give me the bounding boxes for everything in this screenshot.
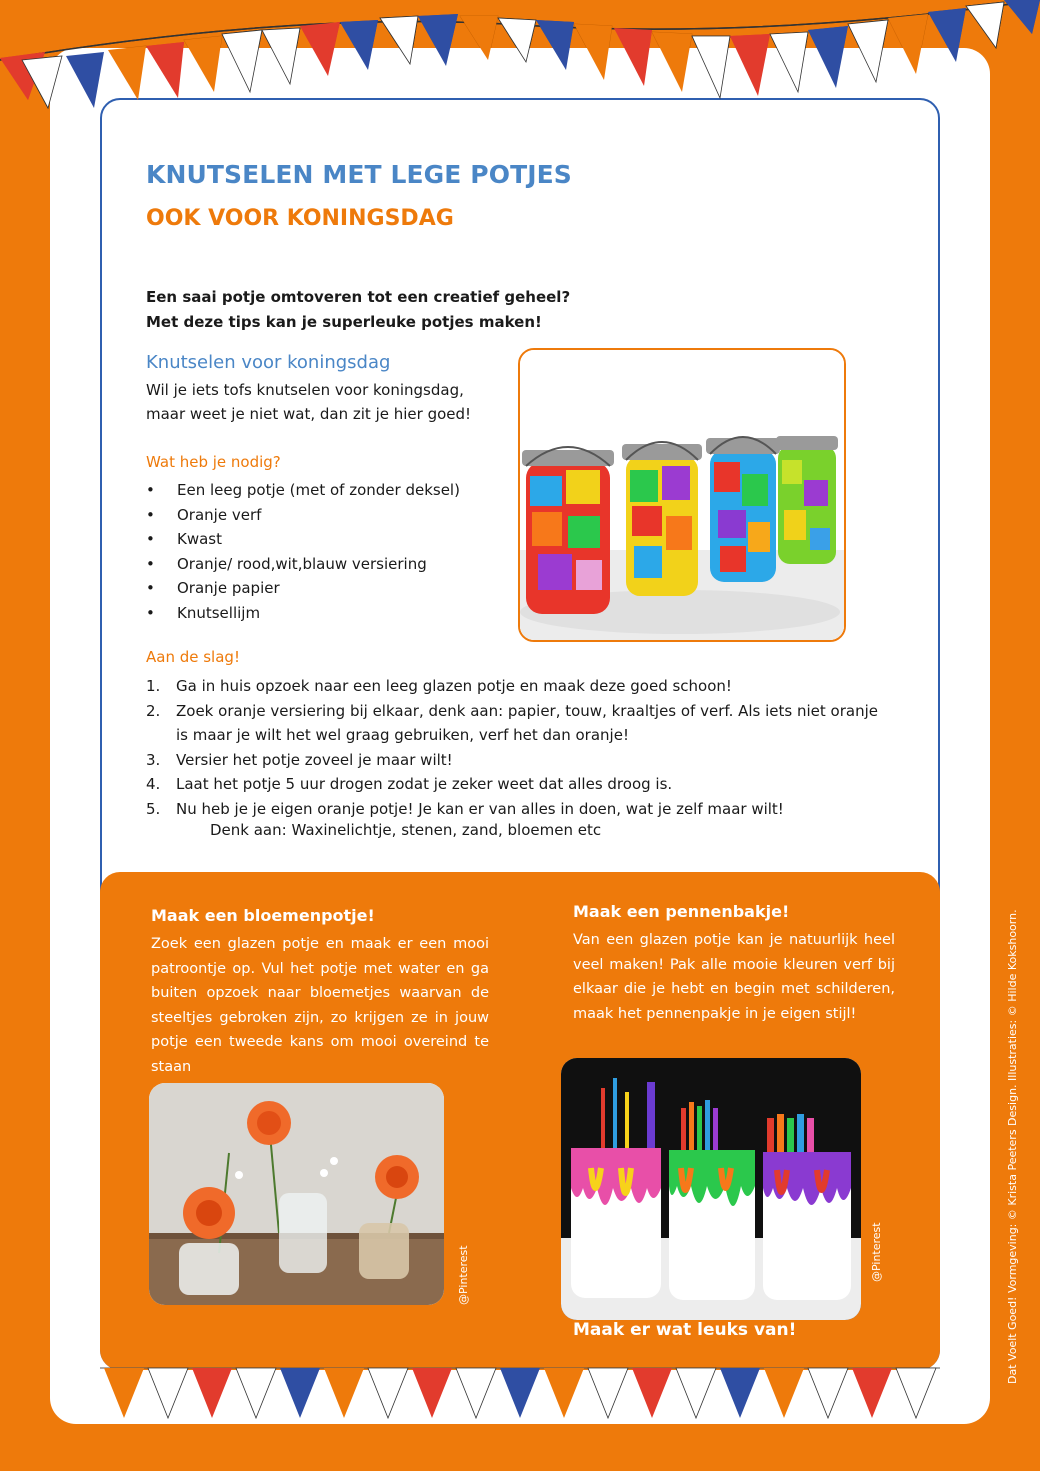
step-text: Laat het potje 5 uur drogen zodat je zeker weet dat alles droog is.: [176, 775, 673, 793]
list-item: • Een leeg potje (met of zonder deksel): [146, 478, 460, 503]
section-line-1: Wil je iets tofs knutselen voor koningsdag,: [146, 381, 464, 399]
intro-line-1: Een saai potje omtoveren tot een creatief geheel?: [146, 288, 571, 306]
step-text: Nu heb je je eigen oranje potje! Je kan er van alles in doen, wat je zelf maar wilt!: [176, 799, 784, 818]
list-item: [146, 772, 886, 797]
page-title: KNUTSELEN MET LEGE POTJES: [146, 160, 572, 189]
list-item: • Kwast: [146, 527, 460, 552]
steps-heading: Aan de slag!: [146, 648, 240, 666]
intro-text: [146, 285, 570, 335]
photo-credit-right: @Pinterest: [870, 1222, 883, 1282]
section-heading: Knutselen voor koningsdag: [146, 352, 391, 373]
list-item: [146, 797, 886, 822]
list-item: • Oranje verf: [146, 503, 460, 528]
step-extra-note: Denk aan: Waxinelichtje, stenen, zand, bloemen etc: [210, 821, 602, 839]
bunting-top-overlay: [0, 0, 1040, 160]
list-item: • Oranje papier: [146, 576, 460, 601]
step-text: Ga in huis opzoek naar een leeg glazen potje en maak deze goed schoon!: [176, 677, 732, 695]
step-text: Versier het potje zoveel je maar wilt!: [176, 750, 453, 769]
section-line-2: maar weet je niet wat, dan zit je hier goed!: [146, 405, 472, 423]
photo-flower-jars: [149, 1083, 444, 1305]
pen-holder-text: Van een glazen potje kan je natuurlijk heel veel maken! Pak alle mooie kleuren verf bij elkaar die je hebt en begin met schilderen, maak het pennenpakje in je eigen stijl!: [573, 932, 895, 1022]
list-item: • Knutsellijm: [146, 601, 460, 626]
step-number: 4.: [146, 775, 161, 793]
list-item: [146, 748, 886, 773]
list-item: [146, 674, 886, 699]
intro-line-2: Met deze tips kan je superleuke potjes maken!: [146, 313, 542, 331]
flower-jars-illustration: [149, 1083, 444, 1305]
list-item: • Oranje/ rood,wit,blauw versiering: [146, 552, 460, 577]
tagline: Maak er wat leuks van!: [573, 1320, 797, 1340]
step-number: 1.: [146, 677, 161, 695]
flower-jar-text: Zoek een glazen potje en maak er een mooi patroontje op. Vul het potje met water en ga buiten opzoek naar bloemetjes waarvan de steeltjes gebroken zijn, zo krijgen ze in jouw potje een tweede kans om mooi overeind te staan: [151, 936, 489, 1075]
section-text: [146, 378, 471, 426]
page-subtitle: OOK VOOR KONINGSDAG: [146, 206, 454, 231]
step-number: 3.: [146, 750, 161, 769]
pen-holders-illustration: [561, 1058, 861, 1320]
materials-heading: Wat heb je nodig?: [146, 453, 281, 471]
design-credit: Dat Voelt Goed! Vormgeving: © Krista Peeters Design. Illustraties: © Hilde Kokshoorn.: [1006, 909, 1019, 1384]
step-number: 2.: [146, 701, 161, 720]
photo-credit-left: @Pinterest: [457, 1245, 470, 1305]
jars-illustration: [520, 350, 846, 642]
step-number: 5.: [146, 799, 161, 818]
list-item: [146, 699, 886, 748]
bunting-bottom: [0, 1360, 1040, 1430]
photo-pen-holders: [561, 1058, 861, 1320]
step-text: Zoek oranje versiering bij elkaar, denk aan: papier, touw, kraaltjes of verf. Als iets niet oranje is maar je wilt het wel graag gebruiken, verf het dan oranje!: [176, 701, 878, 744]
photo-colorful-jars: [518, 348, 846, 642]
steps-list: [146, 674, 886, 821]
pen-holder-title: Maak een pennenbakje!: [573, 902, 790, 921]
flower-jar-title: Maak een bloemenpotje!: [151, 906, 375, 925]
materials-list: [146, 478, 460, 625]
